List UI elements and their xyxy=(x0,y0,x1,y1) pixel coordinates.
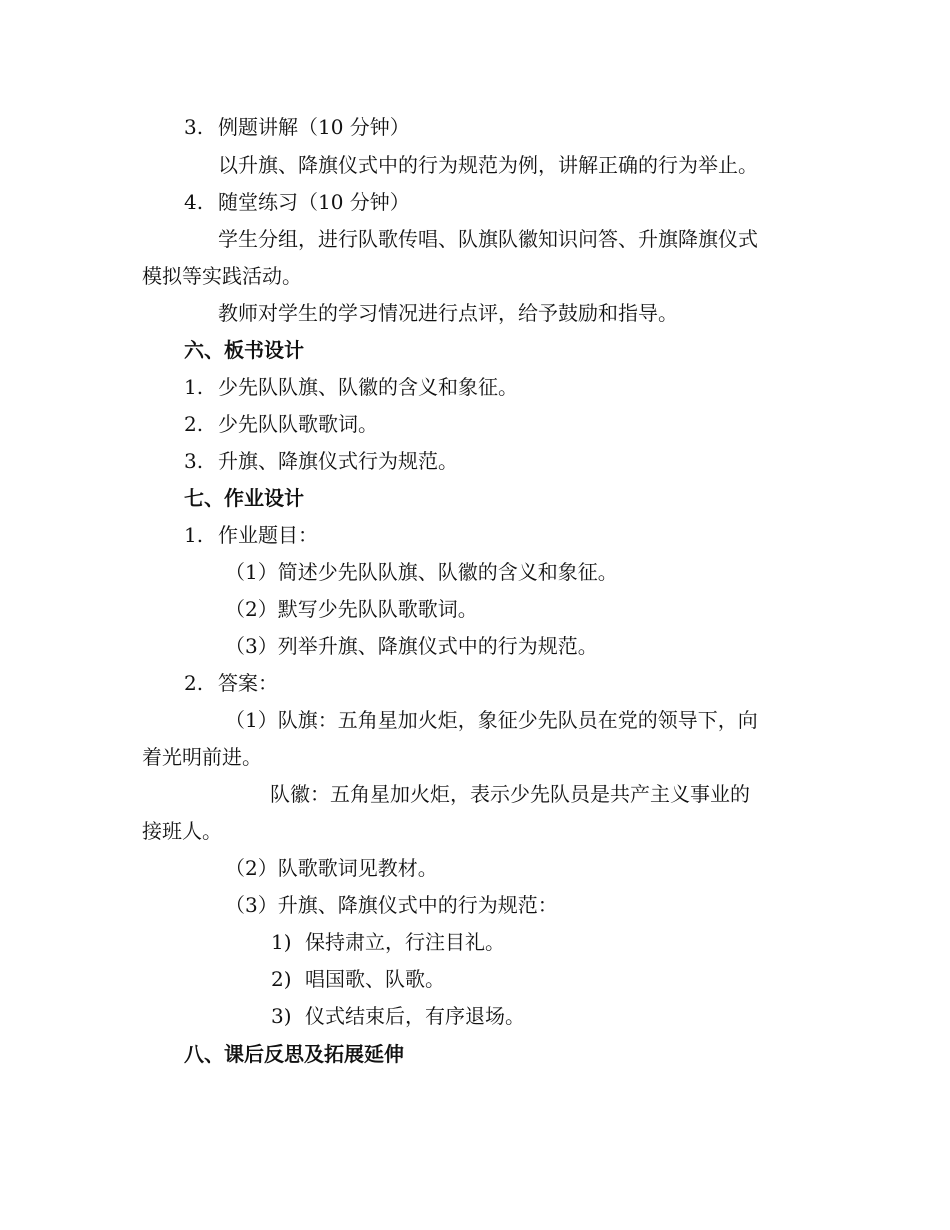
item-title: 作业题目： xyxy=(218,523,318,547)
list-item xyxy=(184,448,458,474)
norm-item xyxy=(271,929,505,955)
item-title: 例题讲解（10 分钟） xyxy=(218,115,410,139)
paragraph: 学生分组，进行队歌传唱、队旗队徽知识问答、升旗降旗仪式 xyxy=(218,227,758,251)
list-item-3 xyxy=(184,114,410,140)
item-text: 保持肃立，行注目礼。 xyxy=(305,930,505,954)
answer-item: （1）队旗：五角星加火炬，象征少先队员在党的领导下，向 xyxy=(225,708,758,732)
norm-item xyxy=(271,1003,525,1029)
list-item xyxy=(184,670,278,696)
item-title: 随堂练习（10 分钟） xyxy=(218,190,410,214)
item-text: 少先队队歌歌词。 xyxy=(218,412,378,436)
list-item xyxy=(184,374,518,400)
paragraph: 教师对学生的学习情况进行点评，给予鼓励和指导。 xyxy=(218,301,678,325)
list-item-4 xyxy=(184,189,410,215)
item-number: 1. xyxy=(184,375,204,399)
section-heading: 八、课后反思及拓展延伸 xyxy=(184,1042,404,1066)
item-text: 升旗、降旗仪式行为规范。 xyxy=(218,449,458,473)
answer-continuation: 接班人。 xyxy=(142,819,222,843)
item-text: 少先队队旗、队徽的含义和象征。 xyxy=(218,375,518,399)
answer-item: （3）升旗、降旗仪式中的行为规范： xyxy=(225,893,558,917)
item-number: 1. xyxy=(184,523,204,547)
answer-item: 队徽：五角星加火炬，表示少先队员是共产主义事业的 xyxy=(270,782,750,806)
item-number: 2. xyxy=(184,671,204,695)
norm-item xyxy=(271,966,445,992)
item-text: 唱国歌、队歌。 xyxy=(305,967,445,991)
paragraph-continuation: 模拟等实践活动。 xyxy=(142,264,302,288)
list-item xyxy=(184,522,318,548)
answer-continuation: 着光明前进。 xyxy=(142,745,262,769)
item-number: 3. xyxy=(184,115,204,139)
item-number: 1) xyxy=(271,930,292,954)
paragraph: 以升旗、降旗仪式中的行为规范为例，讲解正确的行为举止。 xyxy=(218,153,758,177)
item-number: 2) xyxy=(271,967,292,991)
item-title: 答案： xyxy=(218,671,278,695)
item-text: 仪式结束后，有序退场。 xyxy=(305,1004,525,1028)
answer-item: （2）队歌歌词见教材。 xyxy=(225,856,438,880)
item-number: 3) xyxy=(271,1004,292,1028)
item-number: 4. xyxy=(184,190,204,214)
section-heading: 七、作业设计 xyxy=(184,486,304,510)
question-item: （3）列举升旗、降旗仪式中的行为规范。 xyxy=(225,634,598,658)
question-item: （2）默写少先队队歌歌词。 xyxy=(225,597,478,621)
item-number: 3. xyxy=(184,449,204,473)
list-item xyxy=(184,411,378,437)
item-number: 2. xyxy=(184,412,204,436)
section-heading: 六、板书设计 xyxy=(184,338,304,362)
question-item: （1）简述少先队队旗、队徽的含义和象征。 xyxy=(225,560,618,584)
